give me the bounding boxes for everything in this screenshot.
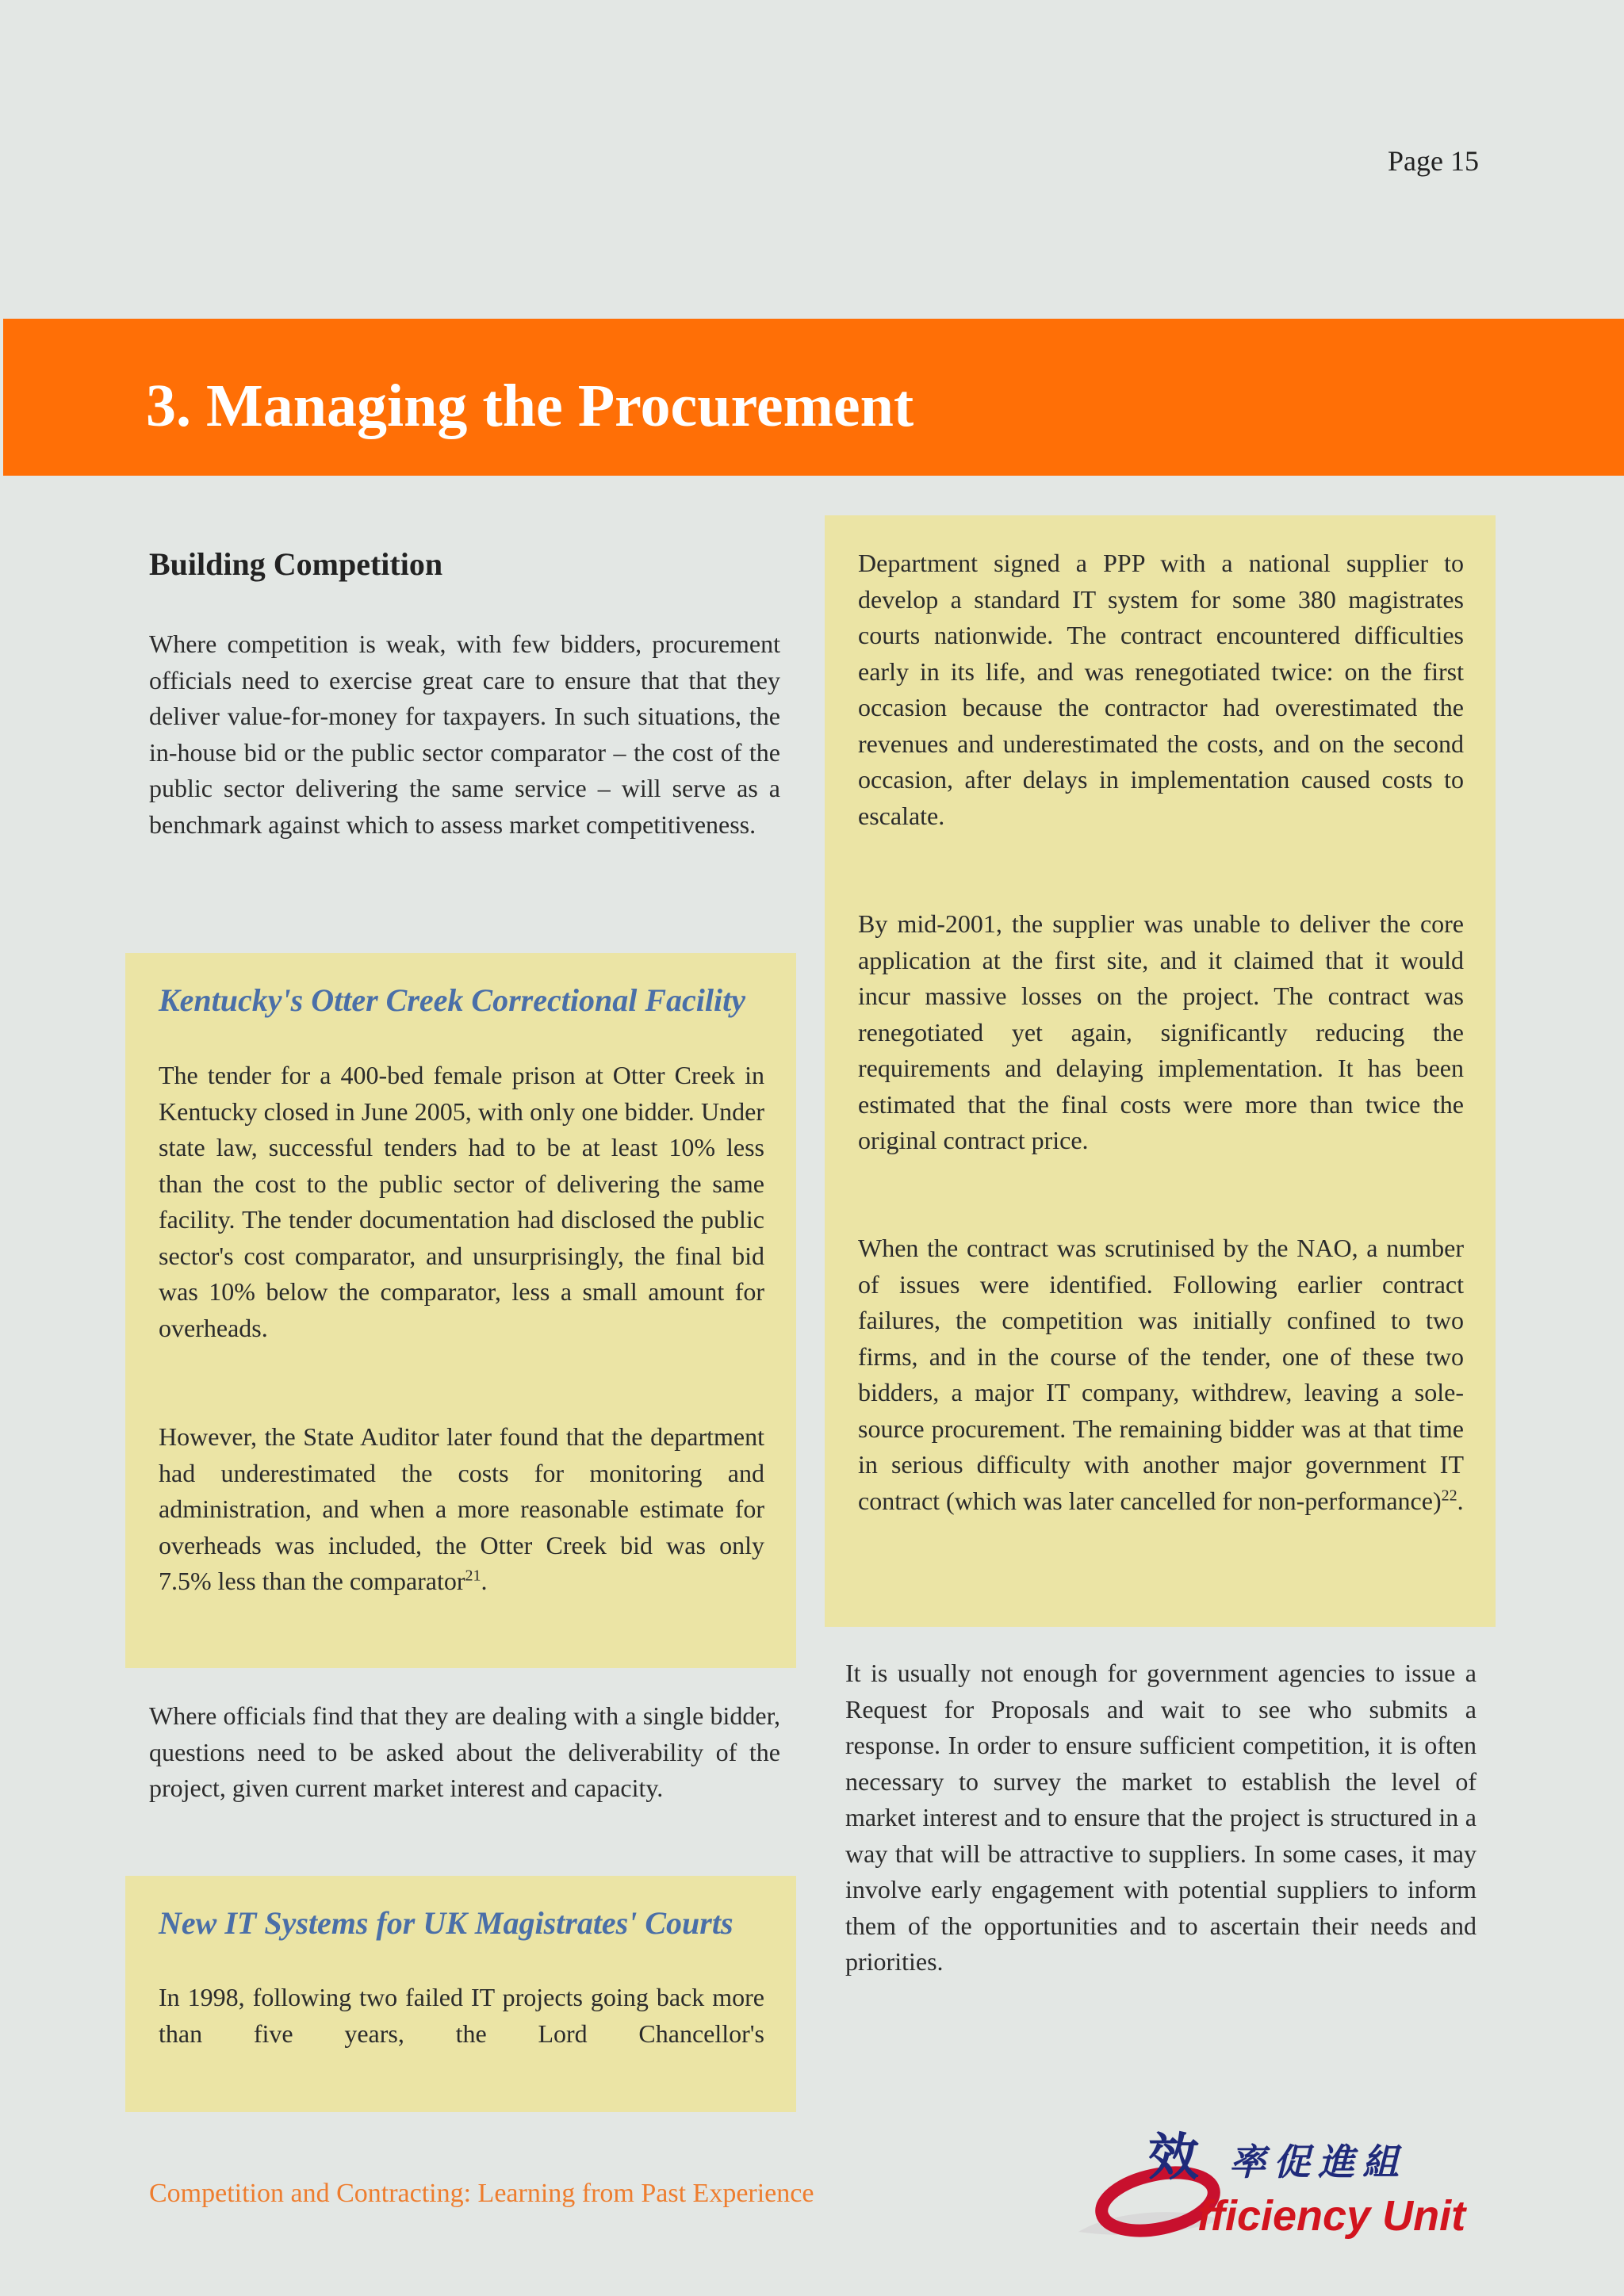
footer-publication-title: Competition and Contracting: Learning from Past Experience (149, 2179, 814, 2208)
uk-paragraph-3-text: When the contract was scrutinised by the NAO, a number of issues were identified. Following earlier contract failures, the competition was initially confined to two firms, and in the course of the tender, one of these two bidders, a major IT company, withdrew, leaving a sole-source procurement. The remaining bidder was at that time in serious difficulty with another major government IT contract (which was later cancelled for non-performance) (858, 1234, 1464, 1515)
intro-paragraph: Where competition is weak, with few bidders, procurement officials need to exercise great care to ensure that that they deliver value-for-money for taxpayers. In such situations, the in-house bid or the public sector comparator – the cost of the public sector delivering the same service – will serve as a benchmark against which to assess market competitiveness. (149, 629, 780, 839)
kentucky-paragraph-2 (159, 1419, 764, 1600)
uk-paragraph-3-end: . (1457, 1486, 1464, 1515)
uk-paragraph-3 (858, 1230, 1464, 1519)
page-number: Page 15 (1388, 145, 1479, 177)
efficiency-unit-logo (1071, 2113, 1483, 2248)
case-title-kentucky: Kentucky's Otter Creek Correctional Facility (159, 982, 745, 1018)
case-title-uk: New IT Systems for UK Magistrates' Courts (159, 1905, 733, 1941)
chapter-title: 3. Managing the Procurement (146, 373, 914, 439)
market-survey-paragraph: It is usually not enough for government agencies to issue a Request for Proposals and wait to see who submits a response. In order to ensure sufficient competition, it is often necessary to survey the market to establish the level of market interest and to ensure that the project is structured in a way that will be attractive to suppliers. In some cases, it may involve early engagement with potential suppliers to inform them of the opportunities and to ascertain their needs and priorities. (845, 1659, 1477, 1976)
uk-paragraph-2: By mid-2001, the supplier was unable to deliver the core application at the first site, and it claimed that it would incur massive losses on the project. The contract was renegotiated yet again, significantly reducing the requirements and delaying implementation. It has been estimated that the final costs were more than twice the original contract price. (858, 909, 1464, 1154)
logo-graphic (1071, 2113, 1483, 2248)
logo-english-name: fficiency Unit (1197, 2192, 1466, 2240)
section-heading: Building Competition (149, 546, 443, 582)
kentucky-paragraph-2-end: . (481, 1567, 488, 1595)
kentucky-paragraph-2-text: However, the State Auditor later found that the department had underestimated the costs for monitoring and administration, and when a more reasonable estimate for overheads was included, the Otter Creek bid was only 7.5% less than the comparator (159, 1422, 764, 1595)
uk-paragraph-1: In 1998, following two failed IT projects going back more than five years, the Lord Chancellor's (159, 1983, 764, 2048)
uk-paragraph-1-continued: Department signed a PPP with a national supplier to develop a standard IT system for some 380 magistrates courts nationwide. The contract encountered difficulties early in its life, and was renegotiated twice: on the first occasion because the contractor had overestimated the revenues and underestimated the costs, and on the second occasion, after delays in implementation caused costs to escalate. (858, 549, 1464, 830)
footnote-ref-21: 21 (465, 1567, 481, 1585)
logo-chinese-name: 率促進組 (1229, 2141, 1407, 2183)
single-bidder-paragraph: Where officials find that they are dealing with a single bidder, questions need to be asked about the deliverability of the project, given current market interest and capacity. (149, 1701, 780, 1802)
logo-chinese-first-char: 效 (1148, 2129, 1199, 2187)
kentucky-paragraph-1: The tender for a 400-bed female prison at Otter Creek in Kentucky closed in June 2005, with only one bidder. Under state law, successful tenders had to be at least 10% less than the cost to the public sector of delivering the same facility. The tender documentation had disclosed the public sector's cost comparator, and unsurprisingly, the final bid was 10% below the comparator, less a small amount for overheads. (159, 1061, 764, 1342)
footnote-ref-22: 22 (1441, 1486, 1457, 1504)
